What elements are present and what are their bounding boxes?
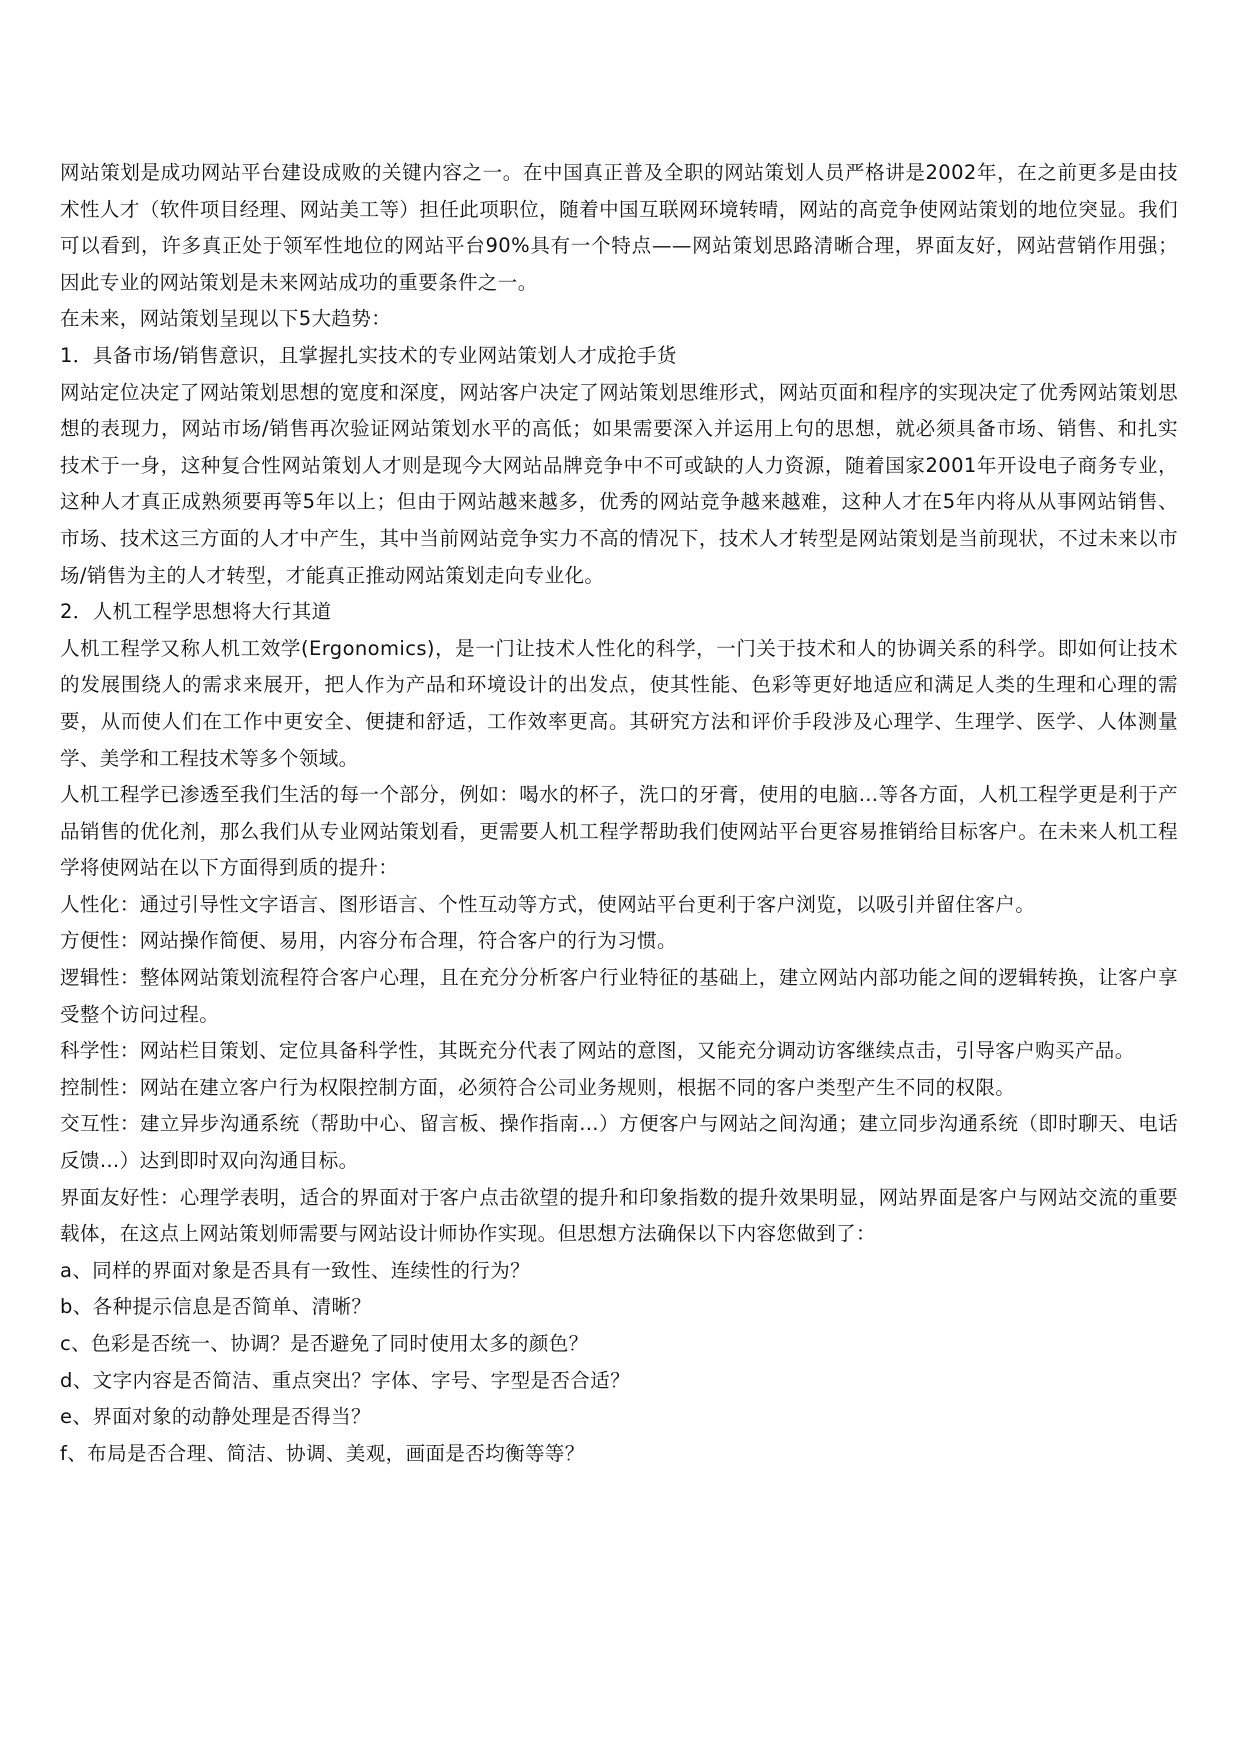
logic-item: 逻辑性：整体网站策划流程符合客户心理，且在充分分析客户行业特征的基础上，建立网站内部功能之间的逻辑转换，让客户享受整个访问过程。 (60, 966, 1178, 1026)
convenience-item: 方便性：网站操作简便、易用，内容分布合理，符合客户的行为习惯。 (60, 929, 677, 953)
checklist-item-f: f、布局是否合理、简洁、协调、美观，画面是否均衡等等？ (60, 1441, 585, 1465)
ergonomics-definition-paragraph: 人机工程学又称人机工效学(Ergonomics)，是一门让技术人性化的科学，一门关于技术和人的协调关系的科学。即如何让技术的发展围绕人的需求来展开，把人作为产品和环境设计的出发点，使其性能、色彩等更好地适应和满足人类的生理和心理的需要，从而使人们在工作中更安全、便捷和舒适，工作效率更高。其研究方法和评价手段涉及心理学、生理学、医学、人体测量学、美学和工程技术等多个领域。 (60, 636, 1178, 770)
section-heading-2: 2．人机工程学思想将大行其道 (60, 600, 332, 624)
section-1-paragraph: 网站定位决定了网站策划思想的宽度和深度，网站客户决定了网站策划思维形式，网站页面和程序的实现决定了优秀网站策划思想的表现力，网站市场/销售再次验证网站策划水平的高低；如果需要深入并运用上句的思想，就必须具备市场、销售、和扎实技术于一身，这种复合性网站策划人才则是现今大网站品牌竞争中不可或缺的人力资源，随着国家2001年开设电子商务专业，这种人才真正成熟须要再等5年以上；但由于网站越来越多，优秀的网站竞争越来越难，这种人才在5年内将从从事网站销售、市场、技术这三方面的人才中产生，其中当前网站竞争实力不高的情况下，技术人才转型是网站策划是当前现状，不过未来以市场/销售为主的人才转型，才能真正推动网站策划走向专业化。 (60, 380, 1178, 587)
science-item: 科学性：网站栏目策划、定位具备科学性，其既充分代表了网站的意图，又能充分调动访客继续点击，引导客户购买产品。 (60, 1039, 1135, 1063)
checklist-item-a: a、同样的界面对象是否具有一致性、连续性的行为？ (60, 1258, 531, 1282)
trends-intro: 在未来，网站策划呈现以下5大趋势： (60, 307, 392, 331)
checklist-item-d: d、文字内容是否简洁、重点突出？字体、字号、字型是否合适？ (60, 1368, 630, 1392)
interactivity-item: 交互性：建立异步沟通系统（帮助中心、留言板、操作指南…）方便客户与网站之间沟通；建立同步沟通系统（即时聊天、电话反馈…）达到即时双向沟通目标。 (60, 1112, 1178, 1173)
ergonomics-application-paragraph: 人机工程学已渗透至我们生活的每一个部分，例如：喝水的杯子，洗口的牙膏，使用的电脑…等各方面，人机工程学更是利于产品销售的优化剂，那么我们从专业网站策划看，更需要人机工程学帮助我们使网站平台更容易推销给目标客户。在未来人机工程学将使网站在以下方面得到质的提升： (60, 783, 1178, 880)
checklist-item-b: b、各种提示信息是否简单、清晰？ (60, 1295, 372, 1319)
checklist-item-e: e、界面对象的动静处理是否得当？ (60, 1405, 371, 1429)
humanization-item: 人性化：通过引导性文字语言、图形语言、个性互动等方式，使网站平台更利于客户浏览，以吸引并留住客户。 (60, 892, 1036, 916)
intro-paragraph: 网站策划是成功网站平台建设成败的关键内容之一。在中国真正普及全职的网站策划人员严格讲是2002年，在之前更多是由技术性人才（软件项目经理、网站美工等）担任此项职位，随着中国互联网环境转晴，网站的高竞争使网站策划的地位突显。我们可以看到，许多真正处于领军性地位的网站平台90%具有一个特点——网站策划思路清晰合理，界面友好，网站营销作用强；因此专业的网站策划是未来网站成功的重要条件之一。 (60, 161, 1178, 294)
control-item: 控制性：网站在建立客户行为权限控制方面，必须符合公司业务规则，根据不同的客户类型产生不同的权限。 (60, 1075, 1016, 1099)
document-body (60, 155, 1178, 1472)
interface-friendliness-item: 界面友好性：心理学表明，适合的界面对于客户点击欲望的提升和印象指数的提升效果明显，网站界面是客户与网站交流的重要载体，在这点上网站策划师需要与网站设计师协作实现。但思想方法确保以下内容您做到了： (60, 1185, 1178, 1246)
checklist-item-c: c、色彩是否统一、协调？是否避免了同时使用太多的颜色？ (60, 1332, 589, 1355)
section-heading-1: 1．具备市场/销售意识，且掌握扎实技术的专业网站策划人才成抢手货 (60, 343, 677, 367)
